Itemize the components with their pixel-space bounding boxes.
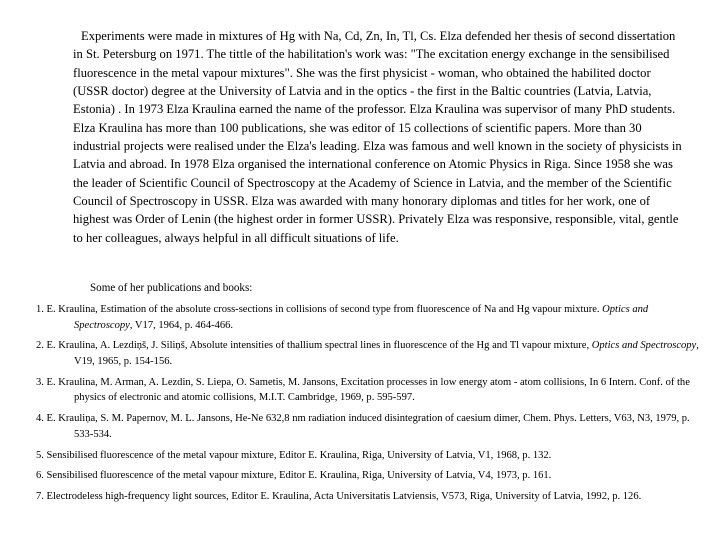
- publication-item: [36, 302, 700, 333]
- publication-text: 6. Sensibilised fluorescence of the metal vapour mixture, Editor E. Kraulina, Riga, University of Latvia, V4, 1973, p. 161.: [36, 470, 552, 482]
- publication-journal: Optics and Spectroscopy: [591, 340, 697, 352]
- publication-text: 3. E. Kraulina, M. Arman, A. Lezdin, S. Liepa, O. Sametis, M. Jansons, Excitation processes in low energy atom - atom collisions, In 6 Intern. Conf. of the physics of electronic and atomic collisions, M.I.T. Cambridge, 1969, p. 595-597.: [36, 376, 690, 404]
- biography-paragraph: Experiments were made in mixtures of Hg with Na, Cd, Zn, In, Tl, Cs. Elza defended her thesis of second dissertation in St. Petersburg on 1971. The tittle of the habilitation's work was: "The excitation energy exchange in the sensibilised fluorescence in the metal vapour mixtures". She was the first physicist - woman, who obtained the habilited doctor (USSR doctor) degree at the University of Latvia and in the optics - the first in the Baltic countries (Latvia, Latvia, Estonia) . In 1973 Elza Kraulina earned the name of the professor. Elza Kraulina was supervisor of many PhD students. Elza Kraulina has more than 100 publications, she was editor of 15 collections of scientific papers. More than 30 industrial projects were realised under the Elza's leading. Elza was famous and well known in the society of physicists in Latvia and abroad. In 1978 Elza organised the international conference on Atomic Physics in Riga. Since 1958 she was the leader of Scientific Council of Spectroscopy at the Academy of Science in Latvia, and the member of the Scientific Council of Spectroscopy in USSR. Elza was awarded with many honorary diplomas and titles for her work, one of highest was Order of Lenin (the highest order in former USSR). Privately Elza was responsive, responsible, vital, gentle to her colleagues, always helpful in all difficult situations of life.: [73, 29, 682, 245]
- publication-journal: Optics and Spectroscopy: [74, 304, 649, 331]
- publication-item: [36, 468, 700, 484]
- publication-text: 5. Sensibilised fluorescence of the metal vapour mixture, Editor E. Kraulina, Riga, University of Latvia, V1, 1968, p. 132.: [36, 449, 552, 461]
- publication-item: [36, 375, 700, 406]
- publications-list: [36, 302, 700, 510]
- publication-item: [36, 489, 700, 505]
- publication-item: [36, 411, 700, 442]
- publication-text: 1. E. Kraulina, Estimation of the absolute cross-sections in collisions of second type from fluorescence of Na and Hg vapour mixture.: [36, 304, 600, 315]
- publication-text: 2. E. Kraulina, A. Lezdiņš, J. Siliņš, Absolute intensities of thallium spectral lines in fluorescence of the Hg and Tl vapour mixture,: [36, 340, 590, 352]
- publication-text: 7. Electrodeless high-frequency light sources, Editor E. Kraulina, Acta Universitatis Latviensis, V573, Riga, University of Latvia, 1992, p. 126.: [36, 491, 642, 503]
- publication-item: [36, 448, 700, 464]
- publication-text: 4. E. Krauliņa, S. M. Papernov, M. L. Jansons, He-Ne 632,8 nm radiation induced disintegration of caesium dimer, Chem. Phys. Letters, V63, N3, 1979, p. 533-534.: [36, 413, 690, 440]
- publications-heading: Some of her publications and books:: [90, 282, 253, 294]
- publication-details: , V17, 1964, p. 464-466.: [129, 319, 234, 331]
- publication-details: , V19, 1965, p. 154-156.: [74, 340, 699, 367]
- publication-item: [36, 338, 700, 369]
